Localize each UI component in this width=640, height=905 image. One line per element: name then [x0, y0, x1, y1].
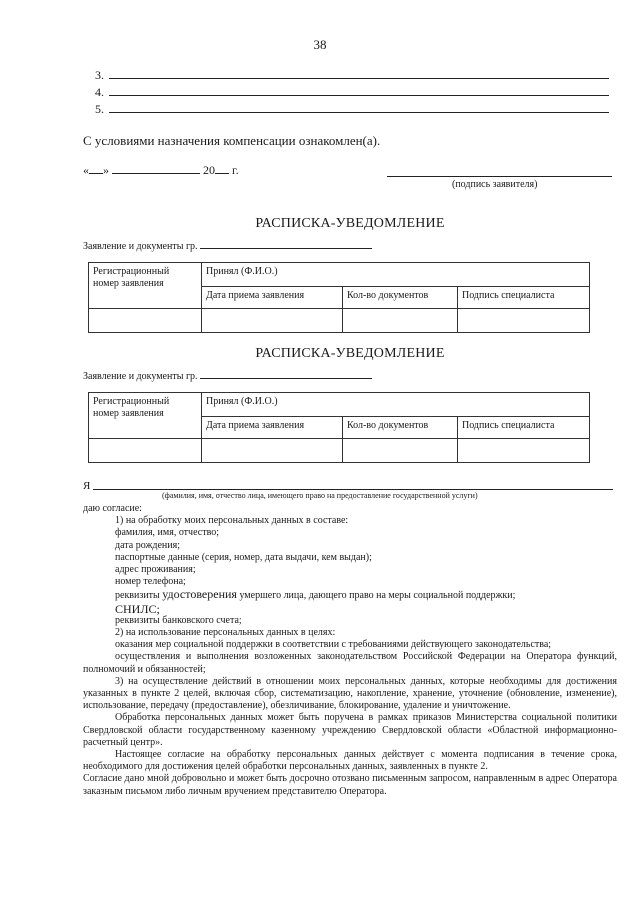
receipt-table — [88, 262, 590, 333]
consent-body — [83, 503, 617, 798]
date-cell[interactable] — [202, 439, 343, 463]
applicant-name-caption: (фамилия, имя, отчество лица, имеющего право на предоставление государственной услуги) — [162, 491, 478, 500]
req-a: реквизиты — [115, 590, 160, 602]
consent-item-2: 2) на использование персональных данных в целях: — [115, 627, 336, 639]
consent-item-2b: осуществления и выполнения возложенных законодательством Российской Федерации на Оператора функций, полномочий и обязанностей; — [83, 651, 617, 675]
conditions-acknowledged-text: С условиями назначения компенсации ознакомлен(а). — [83, 133, 381, 148]
numbered-line-5[interactable] — [95, 102, 104, 117]
numbered-line-4[interactable] — [95, 85, 104, 100]
quote-open: « — [83, 163, 89, 177]
received-by-header: Принял (Ф.И.О.) — [202, 393, 590, 417]
signature-caption: (подпись заявителя) — [452, 179, 538, 190]
consent-ya: Я — [83, 480, 91, 492]
count-cell[interactable] — [343, 439, 458, 463]
signature-header: Подпись специалиста — [458, 287, 590, 309]
applicant-name-line[interactable] — [93, 489, 613, 490]
consent-requisites — [83, 588, 617, 602]
consent-phone: номер телефона; — [115, 576, 186, 588]
count-header: Кол-во документов — [343, 417, 458, 439]
page-number: 38 — [313, 37, 327, 52]
docs-label: Заявление и документы гр. — [83, 241, 198, 252]
received-by-header: Принял (Ф.И.О.) — [202, 263, 590, 287]
consent-item-1: 1) на обработку моих персональных данных в составе: — [115, 515, 349, 527]
blank-line — [109, 95, 609, 96]
reg-number-header: Регистрационный номер заявления — [89, 263, 202, 309]
reg-number-cell[interactable] — [89, 309, 202, 333]
signature-header: Подпись специалиста — [458, 417, 590, 439]
line-number: 4. — [95, 85, 104, 99]
month-blank — [112, 163, 200, 174]
req-c: умершего лица, дающего право на меры социальной поддержки; — [239, 590, 516, 602]
applicant-blank — [200, 238, 372, 249]
consent-item-2a: оказания мер социальной поддержки в соответствии с требованиями действующего законодательства; — [115, 639, 552, 651]
receipt-table — [88, 392, 590, 463]
consent-dob: дата рождения; — [115, 539, 180, 551]
consent-fio: фамилия, имя, отчество; — [115, 527, 220, 539]
signature-cell[interactable] — [458, 309, 590, 333]
count-cell[interactable] — [343, 309, 458, 333]
signature-cell[interactable] — [458, 439, 590, 463]
consent-bank: реквизиты банковского счета; — [115, 614, 242, 626]
consent-address: адрес проживания; — [115, 564, 196, 576]
reg-number-cell[interactable] — [89, 439, 202, 463]
day-blank — [89, 163, 103, 174]
blank-line — [109, 112, 609, 113]
reg-number-header: Регистрационный номер заявления — [89, 393, 202, 439]
applicant-blank — [200, 368, 372, 379]
signature-line[interactable] — [387, 176, 612, 177]
receipt-docs-line[interactable] — [83, 368, 372, 382]
docs-label: Заявление и документы гр. — [83, 371, 198, 382]
blank-line — [109, 78, 609, 79]
consent-para-1: Обработка персональных данных может быть поручена в рамках приказов Министерства социальной политики Свердловской области государственному казенному учреждению Свердловской области «Областной информационно-расчетный центр». — [83, 712, 617, 748]
count-header: Кол-во документов — [343, 287, 458, 309]
line-number: 5. — [95, 102, 104, 116]
numbered-line-3[interactable] — [95, 68, 104, 83]
consent-para-2: Настоящее согласие на обработку персональных данных действует с момента подписания в течение срока, необходимого для достижения целей обработки персональных данных, заявленных в пункте 2. — [83, 749, 617, 773]
date-cell[interactable] — [202, 309, 343, 333]
consent-passport: паспортные данные (серия, номер, дата выдачи, кем выдан); — [115, 551, 372, 563]
line-number: 3. — [95, 68, 104, 82]
req-b: удостоверения — [162, 587, 237, 602]
quote-close: » — [103, 163, 109, 177]
receipt-title: РАСПИСКА-УВЕДОМЛЕНИЕ — [255, 216, 445, 231]
year-blank — [215, 163, 229, 174]
year-prefix: 20 — [203, 163, 215, 177]
receipt-title: РАСПИСКА-УВЕДОМЛЕНИЕ — [255, 346, 445, 361]
date-header: Дата приема заявления — [202, 417, 343, 439]
year-suffix: г. — [232, 163, 239, 177]
consent-item-3: 3) на осуществление действий в отношении моих персональных данных, которые необходимы для достижения указанных в пункте 2 целей, включая сбор, систематизацию, накопление, хранение, уточнение (обновление, изменение), использование, передачу (предоставление), обезличивание, блокирование, удаление и уничтожение. — [83, 675, 617, 712]
date-line[interactable] — [83, 163, 239, 178]
consent-give: даю согласие: — [83, 503, 142, 514]
receipt-docs-line[interactable] — [83, 238, 372, 252]
consent-snils: СНИЛС; — [115, 601, 160, 616]
consent-para-3: Согласие дано мной добровольно и может быть досрочно отозвано письменным запросом, направленным в адрес Оператора заказным письмом либо личным вручением представителю Оператора. — [83, 773, 617, 797]
date-header: Дата приема заявления — [202, 287, 343, 309]
